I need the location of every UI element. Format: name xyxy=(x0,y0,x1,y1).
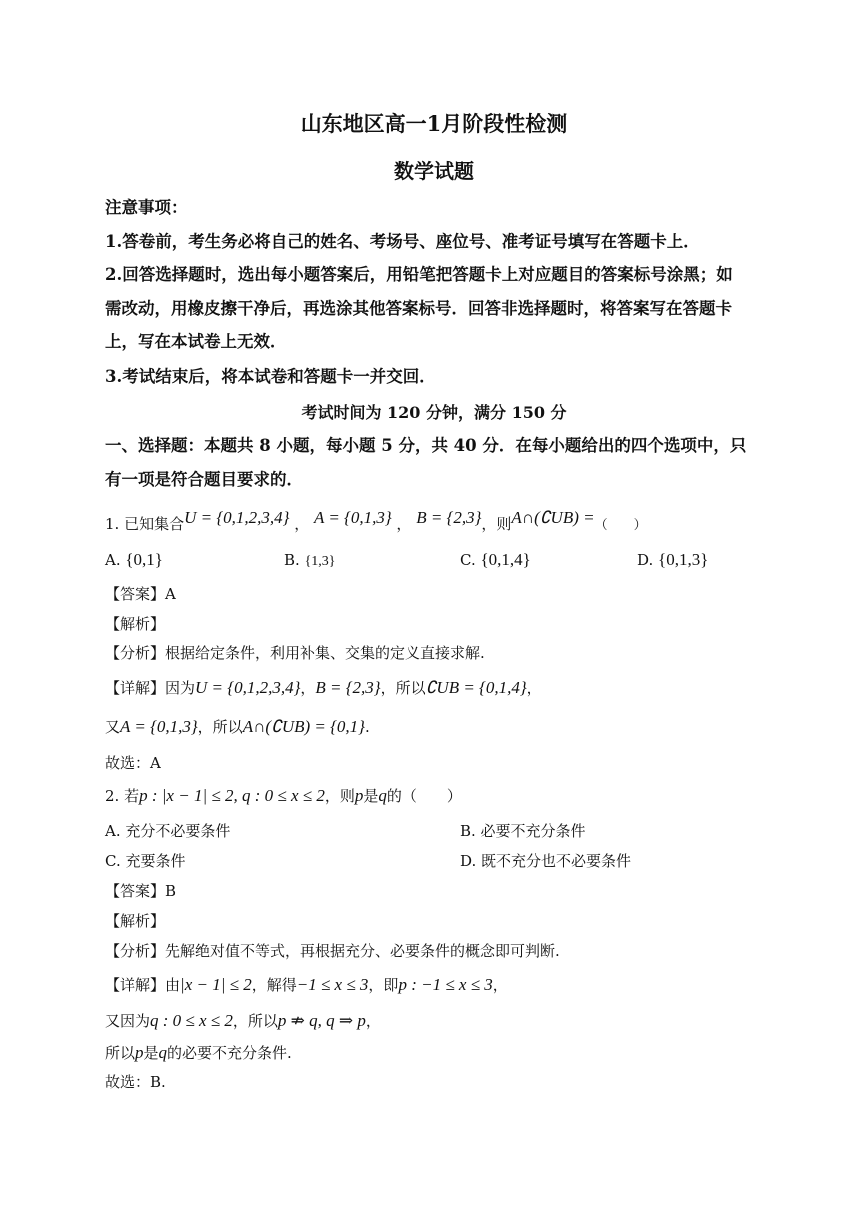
text: 是 xyxy=(143,1044,159,1062)
notice-heading: 注意事项： xyxy=(105,198,188,217)
text: 又 xyxy=(105,718,121,736)
option-label: B. xyxy=(284,551,300,569)
option-value: {1,3} xyxy=(304,554,336,569)
q1-option-d xyxy=(637,549,708,571)
text: ，所以 xyxy=(380,679,426,697)
q1-detail-line-1 xyxy=(105,677,542,699)
page-title: 山东地区高一1月阶段性检测 xyxy=(300,111,568,136)
formula: p ⇏ q, q ⇒ p xyxy=(277,1011,366,1030)
q1-answer: 【答案】A xyxy=(105,585,176,603)
formula: A∩(∁UB) = {0,1} xyxy=(242,717,365,736)
formula: A = {0,1,3} xyxy=(120,717,198,736)
formula: B = {2,3} xyxy=(315,678,381,697)
q1-detail-line-2 xyxy=(105,716,370,738)
q2-option-b: B. 必要不充分条件 xyxy=(460,822,586,840)
q1-option-c xyxy=(460,549,531,571)
question-2-stem xyxy=(105,785,462,807)
q1-expression: A∩(∁UB) = xyxy=(511,508,595,527)
q1-option-a xyxy=(105,549,163,571)
q2-choose: 故选：B. xyxy=(105,1073,166,1091)
comma: ， xyxy=(391,515,417,533)
text: 2. 若 xyxy=(105,787,140,805)
text: 的（ ） xyxy=(386,787,462,805)
option-label: C. xyxy=(460,551,476,569)
q1-then: ，则 xyxy=(481,515,512,533)
text: 的必要不充分条件. xyxy=(167,1044,292,1062)
comma: ， xyxy=(289,515,314,533)
q1-set-b: B = {2,3} xyxy=(416,508,482,527)
formula: q xyxy=(158,1043,168,1062)
option-value: {0,1} xyxy=(125,550,163,569)
formula: |x − 1| ≤ 2 xyxy=(180,975,252,994)
notice-item-2-line-3: 上，写在本试卷上无效． xyxy=(105,332,287,351)
q1-set-u: U = {0,1,2,3,4} xyxy=(184,508,290,527)
option-value: {0,1,3} xyxy=(658,550,709,569)
formula: q : 0 ≤ x ≤ 2 xyxy=(150,1011,233,1030)
text: ， xyxy=(492,976,508,994)
q2-detail-line-3 xyxy=(105,1042,292,1064)
q2-option-c: C. 充要条件 xyxy=(105,852,186,870)
section-1-line-1: 一、选择题：本题共 8 小题，每小题 5 分，共 40 分．在每小题给出的四个选项中，只 xyxy=(105,436,747,455)
notice-item-1: 1.答卷前，考生务必将自己的姓名、考场号、座位号、准考证号填写在答题卡上． xyxy=(105,232,700,251)
text: 是 xyxy=(363,787,379,805)
q1-set-a: A = {0,1,3} xyxy=(314,508,392,527)
option-label: D. xyxy=(637,551,654,569)
notice-item-2-line-2: 需改动，用橡皮擦干净后，再选涂其他答案标号．回答非选择题时，将答案写在答题卡 xyxy=(105,299,732,318)
formula: U = {0,1,2,3,4} xyxy=(195,678,301,697)
text: 【详解】由 xyxy=(105,976,181,994)
text: ， xyxy=(365,1012,381,1030)
q2-detail-line-2 xyxy=(105,1010,381,1032)
q1-analysis-heading: 【解析】 xyxy=(105,615,166,633)
text: ， xyxy=(526,679,542,697)
text: 又因为 xyxy=(105,1012,151,1030)
option-label: A. xyxy=(105,551,121,569)
notice-item-2-line-1: 2.回答选择题时，选出每小题答案后，用铅笔把答题卡上对应题目的答案标号涂黑；如 xyxy=(105,265,733,284)
q2-analysis-heading: 【解析】 xyxy=(105,912,166,930)
q1-prefix: 1. 已知集合 xyxy=(105,515,185,533)
text: ，即 xyxy=(368,976,399,994)
q1-option-b xyxy=(284,549,336,573)
option-value: {0,1,4} xyxy=(480,550,531,569)
section-1-line-2: 有一项是符合题目要求的． xyxy=(105,470,303,489)
q2-answer: 【答案】B xyxy=(105,882,177,900)
text: ，所以 xyxy=(197,718,243,736)
formula: ∁UB = {0,1,4} xyxy=(425,678,527,697)
formula: −1 ≤ x ≤ 3 xyxy=(296,975,369,994)
text: 【详解】因为 xyxy=(105,679,196,697)
notice-item-3: 3.考试结束后，将本试卷和答题卡一并交回． xyxy=(105,367,436,386)
text: ，所以 xyxy=(232,1012,278,1030)
formula: p : |x − 1| ≤ 2, q : 0 ≤ x ≤ 2 xyxy=(139,786,325,805)
text: . xyxy=(364,718,370,736)
question-1-stem xyxy=(105,508,647,537)
q1-choose: 故选：A xyxy=(105,754,161,772)
q2-detail-line-1 xyxy=(105,974,508,996)
text: 所以 xyxy=(105,1044,136,1062)
q1-fenxi: 【分析】根据给定条件，利用补集、交集的定义直接求解. xyxy=(105,644,485,662)
formula: q xyxy=(378,786,387,805)
formula: p xyxy=(354,786,364,805)
text: ，解得 xyxy=(251,976,297,994)
exam-time: 考试时间为 120 分钟，满分 150 分 xyxy=(301,403,567,422)
q1-paren: （ ） xyxy=(594,518,647,533)
q2-option-d: D. 既不充分也不必要条件 xyxy=(460,852,632,870)
formula: p : −1 ≤ x ≤ 3 xyxy=(398,975,493,994)
q2-fenxi: 【分析】先解绝对值不等式，再根据充分、必要条件的概念即可判断. xyxy=(105,942,560,960)
page-subtitle: 数学试题 xyxy=(394,159,474,183)
text: ， xyxy=(300,679,316,697)
q2-option-a: A. 充分不必要条件 xyxy=(105,822,231,840)
formula: p xyxy=(135,1043,144,1062)
text: ，则 xyxy=(324,787,355,805)
